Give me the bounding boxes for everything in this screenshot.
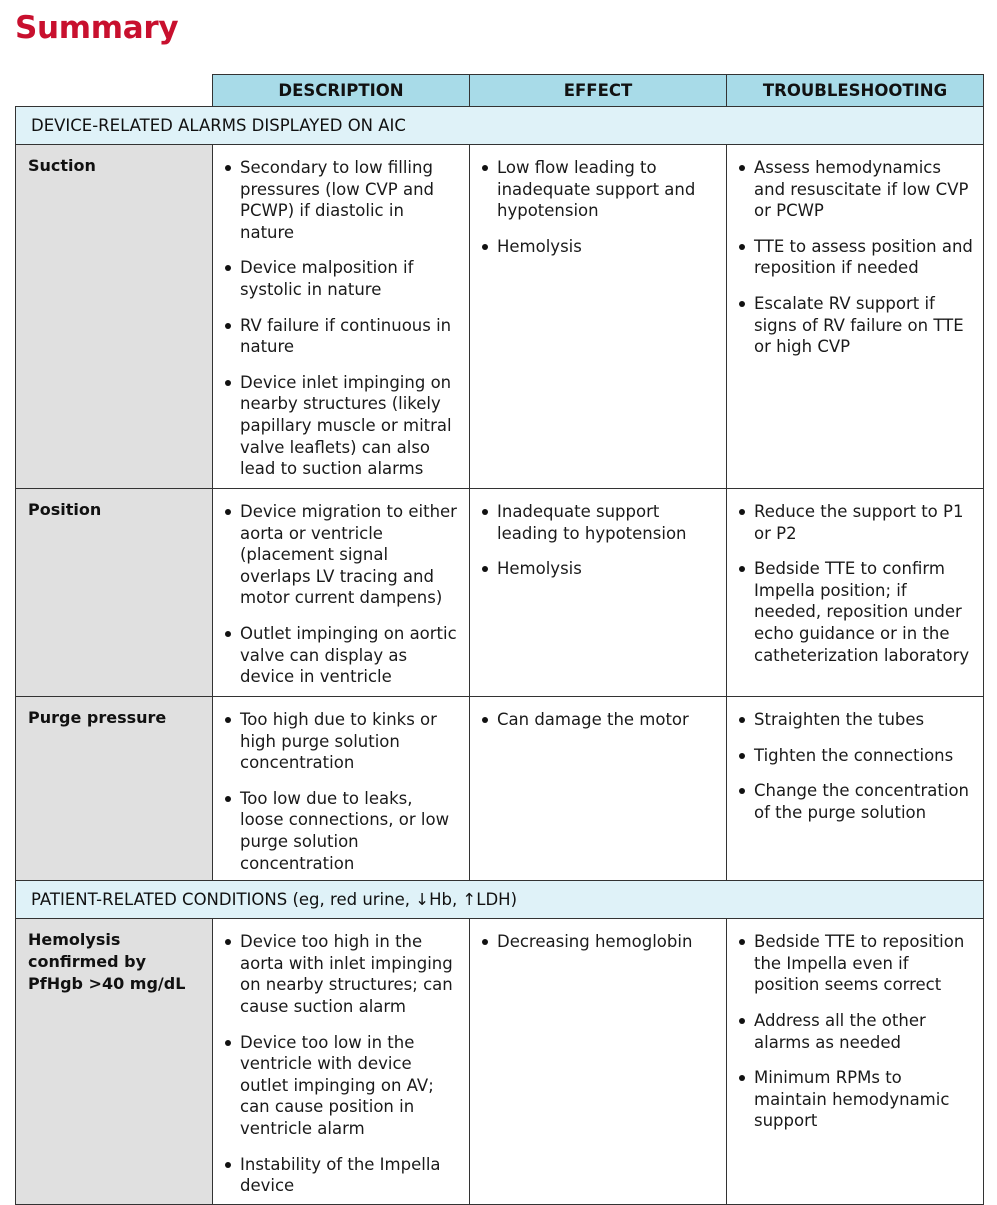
section-heading: PATIENT-RELATED CONDITIONS (eg, red urine, ↓Hb, ↑LDH) bbox=[16, 881, 984, 919]
list-item: Inadequate support leading to hypotension bbox=[481, 501, 718, 544]
section-row bbox=[16, 881, 984, 919]
list-item: Tighten the connections bbox=[738, 745, 975, 767]
list-item: TTE to assess position and reposition if needed bbox=[738, 236, 975, 279]
effect-list bbox=[470, 145, 726, 263]
list-item: Device migration to either aorta or ventricle (placement signal overlaps LV tracing and motor current dampens) bbox=[224, 501, 461, 609]
list-item: Decreasing hemoglobin bbox=[481, 931, 718, 953]
effect-list bbox=[470, 919, 726, 959]
description-cell bbox=[213, 489, 470, 697]
table-row bbox=[16, 145, 984, 489]
list-item: Outlet impinging on aortic valve can display as device in ventricle bbox=[224, 623, 461, 688]
list-item: Hemolysis bbox=[481, 236, 718, 258]
header-troubleshooting: TROUBLESHOOTING bbox=[727, 75, 984, 107]
list-item: Instability of the Impella device bbox=[224, 1154, 461, 1197]
list-item: Address all the other alarms as needed bbox=[738, 1010, 975, 1053]
effect-cell bbox=[470, 919, 727, 1205]
description-cell bbox=[213, 919, 470, 1205]
list-item: Bedside TTE to reposition the Impella even if position seems correct bbox=[738, 931, 975, 996]
effect-cell bbox=[470, 145, 727, 489]
summary-table bbox=[15, 74, 984, 1205]
list-item: Too high due to kinks or high purge solution concentration bbox=[224, 709, 461, 774]
list-item: Low flow leading to inadequate support and hypotension bbox=[481, 157, 718, 222]
description-list bbox=[213, 145, 469, 486]
table-row bbox=[16, 489, 984, 697]
effect-cell bbox=[470, 697, 727, 881]
list-item: Assess hemodynamics and resuscitate if low CVP or PCWP bbox=[738, 157, 975, 222]
troubleshooting-list bbox=[727, 919, 983, 1138]
description-list bbox=[213, 919, 469, 1203]
troubleshooting-cell bbox=[727, 697, 984, 881]
list-item: Device too high in the aorta with inlet impinging on nearby structures; can cause suction alarm bbox=[224, 931, 461, 1017]
header-effect: EFFECT bbox=[470, 75, 727, 107]
list-item: Secondary to low filling pressures (low CVP and PCWP) if diastolic in nature bbox=[224, 157, 461, 243]
header-description: DESCRIPTION bbox=[213, 75, 470, 107]
header-row bbox=[16, 75, 984, 107]
list-item: Reduce the support to P1 or P2 bbox=[738, 501, 975, 544]
troubleshooting-list bbox=[727, 489, 983, 672]
list-item: Device inlet impinging on nearby structures (likely papillary muscle or mitral valve leaflets) can also lead to suction alarms bbox=[224, 372, 461, 480]
list-item: Hemolysis bbox=[481, 558, 718, 580]
list-item: Straighten the tubes bbox=[738, 709, 975, 731]
description-cell bbox=[213, 145, 470, 489]
troubleshooting-list bbox=[727, 145, 983, 364]
row-label: Hemolysis confirmed by PfHgb >40 mg/dL bbox=[16, 919, 213, 1205]
row-label: Suction bbox=[16, 145, 213, 489]
effect-list bbox=[470, 489, 726, 586]
list-item: Change the concentration of the purge solution bbox=[738, 780, 975, 823]
list-item: Bedside TTE to confirm Impella position; if needed, reposition under echo guidance or in the catheterization laboratory bbox=[738, 558, 975, 666]
row-label: Position bbox=[16, 489, 213, 697]
section-heading: DEVICE-RELATED ALARMS DISPLAYED ON AIC bbox=[16, 107, 984, 145]
effect-cell bbox=[470, 489, 727, 697]
troubleshooting-cell bbox=[727, 145, 984, 489]
page-title: Summary bbox=[15, 10, 179, 46]
header-blank-cell bbox=[16, 75, 213, 107]
effect-list bbox=[470, 697, 726, 737]
troubleshooting-list bbox=[727, 697, 983, 829]
troubleshooting-cell bbox=[727, 489, 984, 697]
list-item: Minimum RPMs to maintain hemodynamic support bbox=[738, 1067, 975, 1132]
list-item: Device malposition if systolic in nature bbox=[224, 257, 461, 300]
row-label: Purge pressure bbox=[16, 697, 213, 881]
list-item: Device too low in the ventricle with device outlet impinging on AV; can cause position in ventricle alarm bbox=[224, 1032, 461, 1140]
list-item: Can damage the motor bbox=[481, 709, 718, 731]
list-item: RV failure if continuous in nature bbox=[224, 315, 461, 358]
description-list bbox=[213, 697, 469, 880]
description-list bbox=[213, 489, 469, 694]
troubleshooting-cell bbox=[727, 919, 984, 1205]
table-row bbox=[16, 697, 984, 881]
list-item: Too low due to leaks, loose connections, or low purge solution concentration bbox=[224, 788, 461, 874]
table-row bbox=[16, 919, 984, 1205]
description-cell bbox=[213, 697, 470, 881]
list-item: Escalate RV support if signs of RV failure on TTE or high CVP bbox=[738, 293, 975, 358]
section-row bbox=[16, 107, 984, 145]
